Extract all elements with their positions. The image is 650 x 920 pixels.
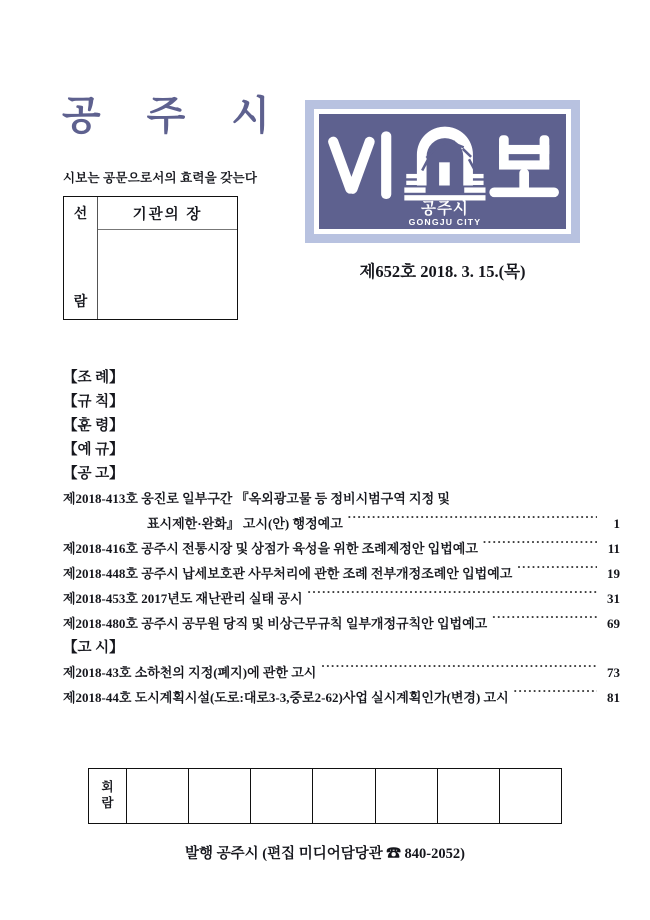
issue-line: 제652호 2018. 3. 15.(목): [359, 262, 526, 281]
toc-entry-title: 제2018-453호 2017년도 재난관리 실태 공시: [63, 591, 303, 606]
toc-entry[interactable]: [63, 536, 620, 561]
toc-leader-dots: [483, 540, 597, 553]
toc-entry[interactable]: [63, 685, 620, 710]
toc-leader-dots: [308, 590, 597, 603]
toc-page-number: 31: [607, 591, 620, 606]
toc-entry-title-line2: 표시제한·완화』 고시(안) 행정예고: [147, 516, 343, 531]
section-header-고시: [63, 636, 650, 660]
section-header-조례: [63, 366, 650, 390]
section-header-label: 【예 규】: [63, 442, 124, 458]
section-header-공고: [63, 462, 650, 486]
toc-entry-title: 제2018-416호 공주시 전통시장 및 상점가 육성을 위한 조례제정안 입법예고: [63, 541, 478, 556]
toc-leader-dots: [492, 615, 597, 628]
circulation-cell[interactable]: [127, 769, 189, 823]
toc-leader-dots: [517, 565, 597, 578]
gazette-emblem: [305, 100, 580, 243]
circulation-cell[interactable]: [251, 769, 313, 823]
circulation-label-top: 회: [101, 780, 114, 795]
toc-page-number: 73: [607, 665, 620, 680]
section-header-예규: [63, 438, 650, 462]
toc-entry-title: 제2018-43호 소하천의 지정(폐지)에 관한 고시: [63, 665, 317, 680]
section-header-label: 【공 고】: [63, 466, 124, 482]
circulation-cell[interactable]: [376, 769, 438, 823]
toc-entry[interactable]: [63, 586, 620, 611]
approval-box-main: [98, 197, 237, 319]
tagline: 시보는 공문으로서의 효력을 갖는다: [63, 171, 258, 185]
toc-page-number: 11: [607, 541, 620, 556]
emblem-english-name: GONGJU CITY: [408, 217, 482, 228]
circulation-label: [89, 769, 127, 823]
circulation-box: [88, 768, 562, 824]
section-header-label: 【훈 령】: [63, 418, 124, 434]
toc-entry[interactable]: [63, 611, 620, 636]
toc-page-number: 81: [607, 690, 620, 705]
circulation-cell[interactable]: [438, 769, 500, 823]
toc-entry-title: 제2018-480호 공주시 공무원 당직 및 비상근무규칙 일부개정규칙안 입법예고: [63, 616, 488, 631]
table-of-contents: [0, 366, 650, 710]
toc-entry-title: 제2018-44호 도시계획시설(도로:대로3-3,중로2-62)사업 실시계획인가(변경) 고시: [63, 690, 509, 705]
emblem-field: [319, 114, 566, 229]
toc-entry[interactable]: [63, 561, 620, 586]
toc-leader-dots: [348, 515, 597, 528]
circulation-label-bottom: 람: [101, 796, 114, 810]
emblem-inner-border: [314, 109, 571, 234]
section-header-label: 【조 례】: [63, 370, 124, 386]
toc-page-number: 1: [613, 516, 620, 531]
section-header-label: 【고 시】: [63, 640, 124, 656]
approval-box: [63, 196, 238, 320]
circulation-cell[interactable]: [313, 769, 375, 823]
emblem-artwork: [319, 114, 566, 229]
approval-label-bottom: 람: [73, 295, 88, 310]
toc-entry-title-line2-row: [63, 511, 620, 536]
emblem-arch-icon: [404, 127, 485, 201]
emblem-char-si: [327, 131, 392, 199]
toc-entry[interactable]: [63, 486, 620, 536]
circulation-cell[interactable]: [189, 769, 251, 823]
publisher-line: 발행 공주시 (편집 미디어담당관 ☎ 840-2052): [185, 846, 465, 862]
emblem-char-bo: [489, 135, 559, 197]
masthead: [0, 0, 650, 310]
approval-box-side-label: [64, 197, 98, 319]
toc-leader-dots: [514, 689, 597, 702]
toc-leader-dots: [321, 664, 597, 677]
approval-signature-area: [98, 230, 237, 319]
approval-box-header: 기관의 장: [98, 197, 237, 230]
section-header-label: 【규 칙】: [63, 394, 124, 410]
toc-entry[interactable]: [63, 660, 620, 685]
approval-label-top: 선: [73, 207, 88, 222]
section-header-규칙: [63, 390, 650, 414]
toc-page-number: 19: [607, 566, 620, 581]
toc-entry-title: 제2018-448호 공주시 납세보호관 사무처리에 관한 조례 전부개정조례안 입법예고: [63, 566, 513, 581]
section-header-훈령: [63, 414, 650, 438]
circulation-cell[interactable]: [500, 769, 561, 823]
toc-entry-title-line1: 제2018-413호 웅진로 일부구간 『옥외광고물 등 정비시범구역 지정 및: [63, 491, 450, 506]
toc-page-number: 69: [607, 616, 620, 631]
emblem-korean-name: 공주시: [421, 200, 469, 218]
page-title: 공 주 시: [62, 93, 288, 138]
